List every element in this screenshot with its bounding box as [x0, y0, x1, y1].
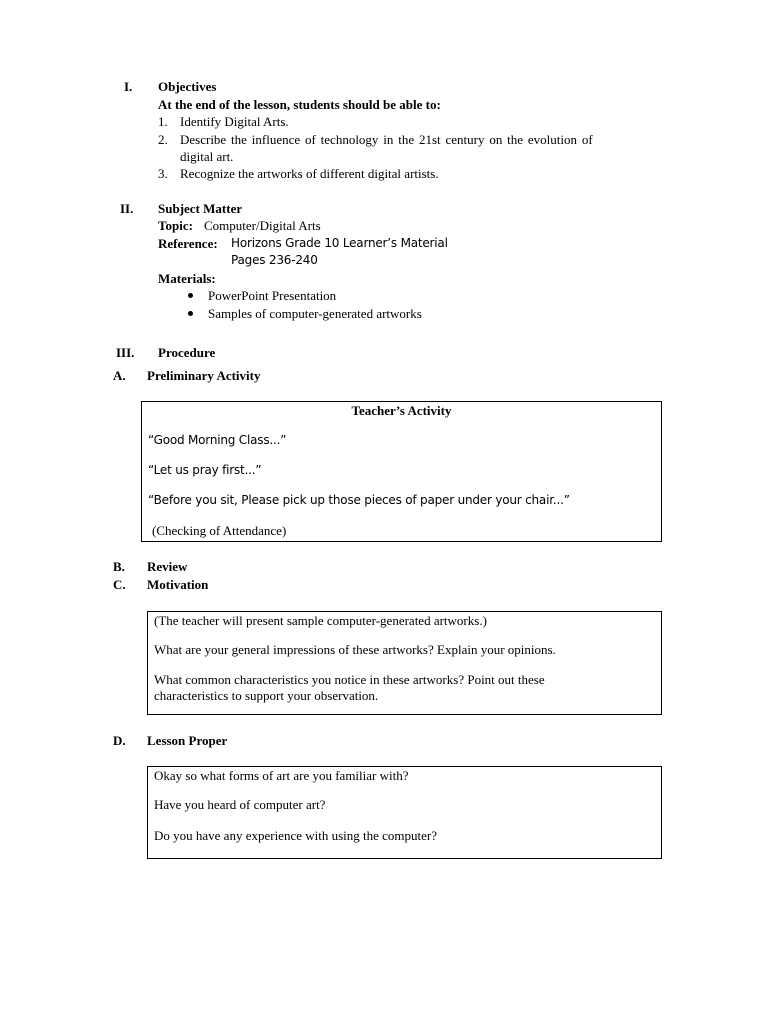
reference-pages: Pages 236-240	[231, 253, 318, 267]
objective-text: Recognize the artworks of different digital artists.	[180, 166, 439, 181]
objective-number: 2.	[158, 132, 168, 147]
lesson-line: Have you heard of computer art?	[154, 797, 326, 812]
preliminary-heading: Preliminary Activity	[147, 368, 261, 383]
activity-line: “Before you sit, Please pick up those pieces of paper under your chair...”	[148, 493, 570, 507]
topic-value: Computer/Digital Arts	[204, 218, 321, 233]
lesson-proper-heading: Lesson Proper	[147, 733, 228, 748]
motivation-line: What common characteristics you notice in these artworks? Point out these	[154, 672, 545, 687]
bullet-icon	[188, 311, 193, 316]
lesson-line: Do you have any experience with using the computer?	[154, 828, 438, 843]
objective-number: 3.	[158, 166, 168, 181]
teacher-activity-box	[141, 401, 662, 542]
preliminary-letter: A.	[113, 368, 126, 383]
subject-matter-heading: Subject Matter	[158, 201, 243, 216]
objective-text: Identify Digital Arts.	[180, 114, 289, 129]
objective-text-continued: digital art.	[180, 149, 234, 164]
activity-line: “Let us pray first...”	[148, 463, 262, 477]
motivation-line: What are your general impressions of these artworks? Explain your opinions.	[154, 642, 556, 657]
motivation-letter: C.	[113, 577, 126, 592]
objectives-heading: Objectives	[158, 79, 217, 94]
activity-line: “Good Morning Class...”	[148, 433, 287, 447]
objective-number: 1.	[158, 114, 168, 129]
materials-label: Materials:	[158, 271, 216, 286]
objective-text: Describe the influence of technology in the 21st century on the evolution of	[180, 132, 593, 147]
review-letter: B.	[113, 559, 125, 574]
motivation-heading: Motivation	[147, 577, 209, 592]
teacher-activity-title: Teacher’s Activity	[351, 403, 452, 418]
lesson-proper-letter: D.	[113, 733, 126, 748]
review-heading: Review	[147, 559, 188, 574]
bullet-icon	[188, 293, 193, 298]
reference-label: Reference:	[158, 236, 218, 251]
procedure-numeral: III.	[116, 345, 135, 360]
lesson-proper-box	[147, 766, 662, 859]
procedure-heading: Procedure	[158, 345, 216, 360]
material-item: PowerPoint Presentation	[208, 288, 337, 303]
motivation-line: characteristics to support your observation.	[154, 688, 379, 703]
reference-value: Horizons Grade 10 Learner’s Material	[231, 236, 448, 250]
objectives-intro: At the end of the lesson, students should be able to:	[158, 97, 441, 112]
topic-label: Topic:	[158, 218, 193, 233]
material-item: Samples of computer-generated artworks	[208, 306, 422, 321]
activity-line: (Checking of Attendance)	[152, 523, 287, 538]
objectives-numeral: I.	[124, 79, 133, 94]
motivation-box	[147, 611, 662, 715]
subject-matter-numeral: II.	[120, 201, 134, 216]
lesson-line: Okay so what forms of art are you familiar with?	[154, 768, 409, 783]
motivation-line: (The teacher will present sample computer-generated artworks.)	[154, 613, 487, 628]
